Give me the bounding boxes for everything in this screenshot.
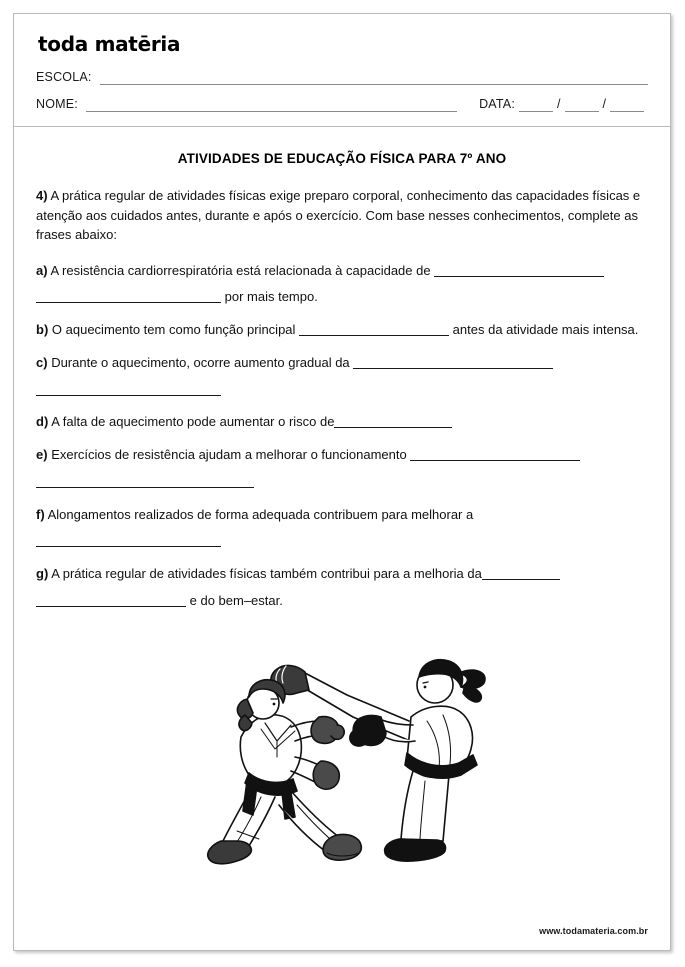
item-c: [36, 353, 648, 400]
item-b-blank-1[interactable]: [299, 323, 449, 336]
date-month-input-line[interactable]: [565, 100, 599, 112]
item-b: [36, 320, 648, 340]
item-f-letter: f): [36, 506, 45, 522]
item-e: [36, 445, 648, 492]
date-field-group: [479, 97, 648, 112]
item-c-continuation: [36, 380, 648, 400]
date-field-label: DATA:: [479, 97, 516, 111]
item-e-continuation: [36, 472, 648, 492]
item-a-letter: a): [36, 262, 48, 278]
karate-sparring-illustration: [197, 625, 487, 867]
item-c-blank-2[interactable]: [36, 383, 221, 396]
item-e-letter: e): [36, 447, 48, 462]
item-g-continuation: [36, 591, 648, 611]
question-number: 4): [36, 188, 48, 203]
page-title: ATIVIDADES DE EDUCAÇÃO FÍSICA PARA 7º ANO: [177, 151, 507, 166]
item-a-blank-2[interactable]: [36, 290, 221, 303]
question-intro: [36, 186, 648, 245]
item-d-blank-1[interactable]: [334, 415, 452, 428]
item-c-letter: c): [36, 354, 48, 370]
item-e-blank-1[interactable]: [410, 448, 580, 461]
item-g-blank-2[interactable]: [36, 594, 186, 607]
item-d-letter: d): [36, 414, 49, 430]
item-f-continuation: [36, 531, 648, 551]
item-d-text: A falta de aquecimento pode aumentar o risco de: [51, 414, 335, 430]
item-g-continuation-text: e do bem–estar.: [189, 592, 283, 608]
item-a-text: A resistência cardiorrespiratória está relacionada à capacidade de: [50, 262, 431, 278]
date-year-input-line[interactable]: [610, 100, 644, 112]
item-a: [36, 261, 648, 308]
item-c-text: Durante o aquecimento, ocorre aumento gradual da: [51, 354, 350, 370]
date-day-input-line[interactable]: [519, 100, 553, 112]
item-f-text: Alongamentos realizados de forma adequada contribuem para melhorar a: [47, 506, 474, 522]
date-separator-2: /: [602, 97, 606, 111]
item-c-blank-1[interactable]: [353, 356, 553, 369]
item-d: [36, 412, 648, 432]
item-f: [36, 505, 648, 552]
brand-logo: toda matēria: [38, 32, 181, 56]
school-input-line[interactable]: [100, 73, 648, 85]
school-field-row: [36, 70, 648, 85]
name-date-field-row: [36, 97, 648, 112]
item-a-continuation: [36, 287, 648, 307]
item-g-blank-1[interactable]: [482, 567, 560, 580]
question-text: A prática regular de atividades físicas exige preparo corporal, conhecimento das capacidades físicas e atenção aos cuidados antes, durante e após o exercício. Com base nesses conhecimentos, complete as frases abaixo:: [36, 188, 641, 242]
item-a-continuation-text: por mais tempo.: [224, 289, 318, 305]
footer-url: www.todamateria.com.br: [539, 926, 648, 936]
item-e-text: Exercícios de resistência ajudam a melhorar o funcionamento: [51, 447, 407, 462]
item-b-text-after: antes da atividade mais intensa.: [452, 322, 639, 337]
item-b-text-before: O aquecimento tem como função principal: [51, 322, 296, 337]
date-separator-1: /: [557, 97, 561, 111]
item-g-letter: g): [36, 566, 49, 581]
worksheet-header: [14, 14, 670, 127]
name-input-line[interactable]: [86, 100, 457, 112]
worksheet-body: [14, 127, 670, 867]
item-f-blank-1[interactable]: [36, 534, 221, 547]
school-field-label: ESCOLA:: [36, 70, 92, 84]
item-g-text: A prática regular de atividades físicas também contribui para a melhoria da: [51, 566, 482, 581]
item-g: [36, 564, 648, 611]
item-b-letter: b): [36, 322, 49, 337]
name-field-label: NOME:: [36, 97, 78, 111]
item-a-blank-1[interactable]: [434, 264, 604, 277]
item-e-blank-2[interactable]: [36, 475, 254, 488]
worksheet-page: [13, 13, 671, 951]
